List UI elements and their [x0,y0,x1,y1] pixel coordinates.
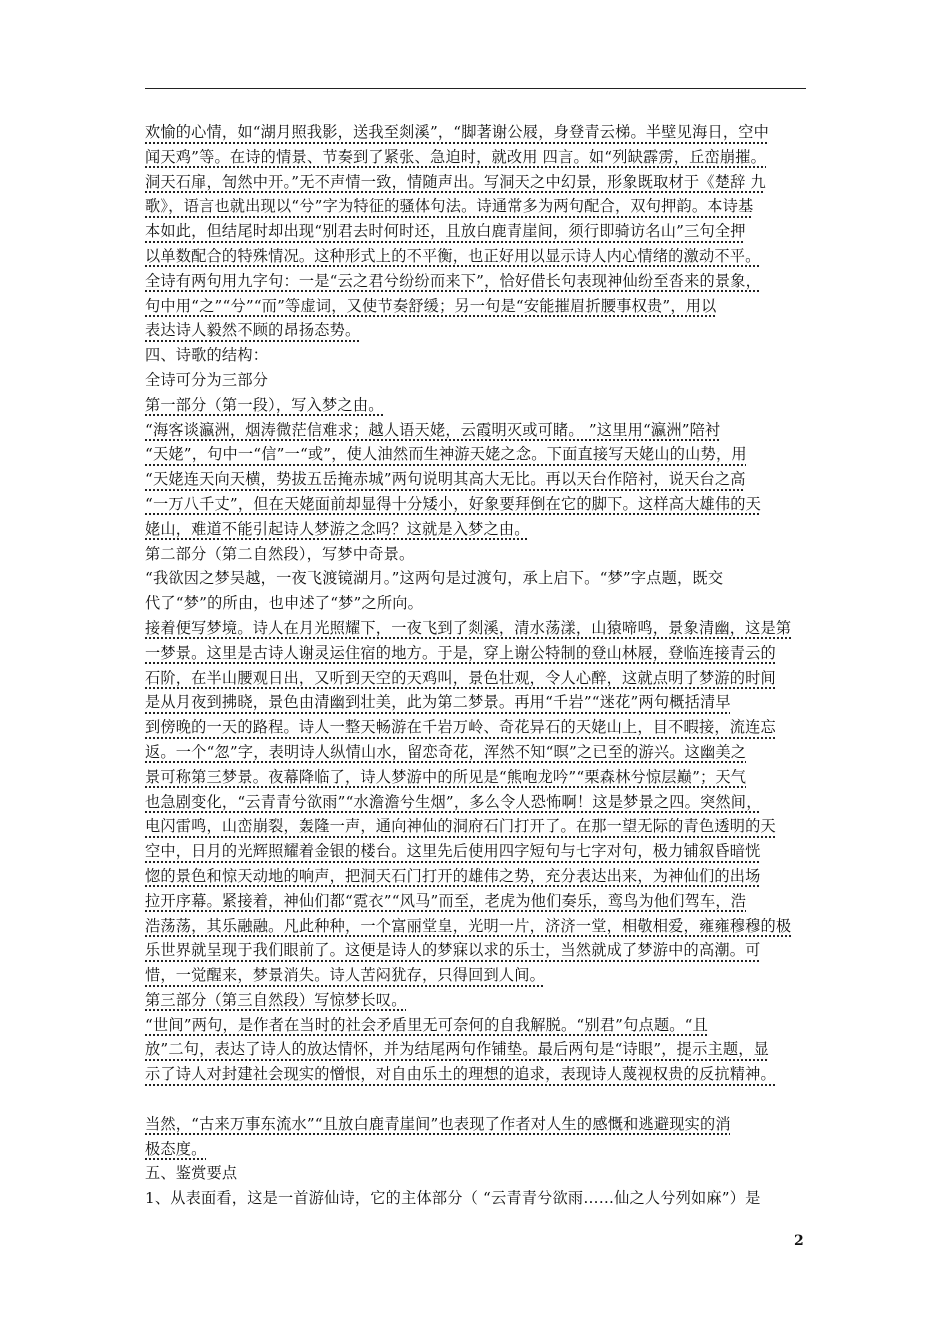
text-line: 示了诗人对封建社会现实的憎恨，对自由乐土的理想的追求，表现诗人蔑视权贵的反抗精神。 [145,1065,776,1084]
text-line: 全诗有两句用九字句：一是“云之君兮纷纷而来下”，恰好借长句表现神仙纷至沓来的景象， [145,271,762,290]
text-line: “海客谈瀛洲，烟涛微茫信难求；越人语天姥，云霞明灭或可睹。 ”这里用“瀛洲”陪衬 [145,420,721,439]
text-line: “世间”两句，是作者在当时的社会矛盾里无可奈何的自我解脱。“别君”句点题。“且 [145,1015,708,1034]
text-line: 以单数配合的特殊情况。这种形式上的不平衡，也正好用以显示诗人内心情绪的激动不平。 [145,246,761,265]
text-line: 欢愉的心情，如“湖月照我影，送我至剡溪”，“脚著谢公屐，身登青云梯。半壁见海日，空中 [145,123,770,141]
text-line: 也急剧变化，“云青青兮欲雨”“水澹澹兮生烟”，多么令人恐怖啊！这是梦景之四。突然间， [145,792,762,811]
text-line: 浩荡荡，其乐融融。凡此种种，一个富丽堂皇，光明一片，济济一堂，相敬相爱，雍雍穆穆的极 [145,916,792,935]
text-line: 拉开序幕。紧接着，神仙们都“霓衣”“风马”而至，老虎为他们奏乐，鸾鸟为他们驾车，浩 [145,891,747,910]
text-line: 景可称第三梦景。夜幕降临了，诗人梦游中的所见是“熊咆龙吟”“栗森林兮惊层巅”；天气 [145,767,747,786]
text-line: 第一部分（第一段），写入梦之由。 [145,395,384,414]
text-line: 乐世界就呈现于我们眼前了。这便是诗人的梦寐以求的乐士，当然就成了梦游中的高潮。可 [145,941,761,960]
text-line: 到傍晚的一天的路程。诗人一整天畅游在千岩万岭、奇花异石的天姥山上，目不暇接，流连忘 [145,718,776,737]
header-rule [145,88,806,89]
text-line: 1、从表面看，这是一首游仙诗，它的主体部分（ “云青青兮欲雨……仙之人兮列如麻”）是 [145,1189,761,1208]
text-line: 电闪雷鸣，山峦崩裂，轰隆一声，通向神仙的洞府石门打开了。在那一望无际的青色透明的天 [145,817,776,836]
text-line: 第二部分（第二自然段），写梦中奇景。 [145,544,415,563]
text-line: 当然，“古来万事东流水”“且放白鹿青崖间”也表现了作者对人生的感慨和逃避现实的消 [145,1114,731,1133]
text-line: 接着便写梦境。诗人在月光照耀下，一夜飞到了剡溪，清水荡漾，山猿啼鸣，景象清幽，这是第 [145,618,792,637]
text-line: 是从月夜到拂晓，景色由清幽到壮美，此为第二梦景。再用“千岩”“迷花”两句概括清早 [145,693,731,712]
text-line: 洞天石扉，訇然中开。”无不声情一致，情随声出。写洞天之中幻景，形象既取材于《楚辞 九 [145,172,766,191]
text-line: “天姥连天向天横，势拔五岳掩赤城”两句说明其高大无比。再以天台作陪衬，说天台之高 [145,470,746,489]
text-line: 表达诗人毅然不顾的昂扬态势。 [145,321,361,340]
page-number: 2 [794,1233,804,1249]
text-line: 放”二句，表达了诗人的放达情怀，并为结尾两句作铺垫。最后两句是“诗眼”，提示主题，显 [145,1040,770,1059]
document-body [145,120,810,1211]
text-line: 句中用“之”“兮”“而”等虚词，又使节奏舒缓；另一句是“安能摧眉折腰事权贵”，用以 [145,296,717,315]
text-line: 返。一个“忽”字，表明诗人纵情山水，留恋奇花，浑然不知“暝”之已至的游兴。这幽美之 [145,742,747,761]
text-line: 姥山，难道不能引起诗人梦游之念吗？这就是入梦之由。 [145,519,530,538]
text-line: 一梦景。这里是古诗人谢灵运住宿的地方。于是，穿上谢公特制的登山林屐，登临连接青云的 [145,643,776,662]
text-line: 本如此，但结尾时却出现“别君去时何时还，且放白鹿青崖间，须行即骑访名山”三句全押 [145,222,746,241]
text-line: 代了“梦”的所由，也申述了“梦”之所向。 [145,594,424,613]
text-line: 歌》，语言也就出现以“兮”字为特征的骚体句法。诗通常多为两句配合，双句押韵。本诗基 [145,197,754,216]
blank-line [145,1087,810,1112]
text-line: 全诗可分为三部分 [145,370,269,389]
text-line: “我欲因之梦吴越，一夜飞渡镜湖月。”这两句是过渡句，承上启下。“梦”字点题，既交 [145,569,724,588]
text-line: 惚的景色和惊天动地的响声，把洞天石门打开的雄伟之势，充分表达出来，为神仙们的出场 [145,866,761,885]
text-line: 极态度。 [145,1139,207,1158]
text-line: 四、诗歌的结构： [145,346,269,365]
text-line: 石阶，在半山腰观日出，又听到天空的天鸡叫，景色壮观，令人心醉，这就点明了梦游的时间 [145,668,776,687]
text-line: 五、鉴赏要点 [145,1164,238,1183]
text-line: 空中，日月的光辉照耀着金银的楼台。这里先后使用四字短句与七字对句，极力铺叙昏暗恍 [145,842,761,861]
text-line: “天姥”，句中一“信”一“或”，使人油然而生神游天姥之念。下面直接写天姥山的山势，用 [145,445,747,464]
text-line: 第三部分（第三自然段）写惊梦长叹。 [145,990,407,1009]
text-line: 闻天鸡”等。在诗的情景、节奏到了紧张、急迫时，就改用 四言。如“列缺霹雳，丘峦崩摧。 [145,147,767,166]
text-line: “一万八千丈”，但在天姥面前却显得十分矮小，好象要拜倒在它的脚下。这样高大雄伟的天 [145,494,762,513]
text-line: 惜，一觉醒来，梦景消失。诗人苦闷犹存，只得回到人间。 [145,966,546,985]
